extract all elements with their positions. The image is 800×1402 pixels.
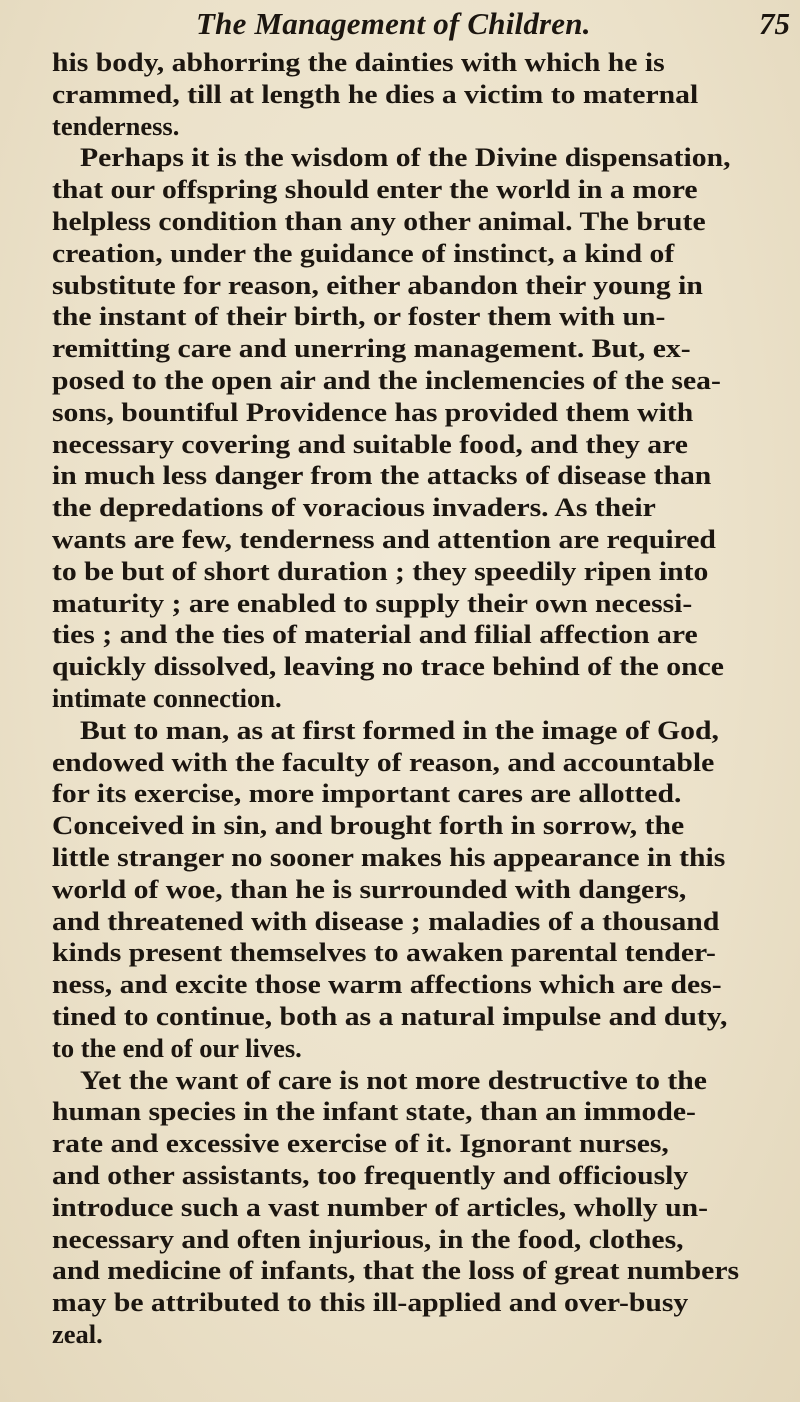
text-line: and other assistants, too frequently and officiously (52, 1160, 689, 1190)
text-line: crammed, till at length he dies a victim to maternal (52, 78, 699, 109)
text-line: human species in the infant state, than an immode- (52, 1096, 696, 1127)
text-line: for its exercise, more important cares are allotted. (52, 778, 682, 809)
text-line: in much less danger from the attacks of disease than (52, 460, 712, 491)
text-line: ness, and excite those warm affections which are des- (52, 969, 722, 1000)
text-line: Conceived in sin, and brought forth in sorrow, the (52, 810, 685, 841)
text-line: that our offspring should enter the world in a more (52, 174, 698, 205)
running-head (196, 6, 796, 46)
text-line: substitute for reason, either abandon their young in (52, 269, 703, 300)
text-line: sons, bountiful Providence has provided them with (52, 396, 694, 427)
text-line: and threatened with disease ; maladies of a thousand (52, 905, 720, 936)
text-line: little stranger no sooner makes his appearance in this (52, 842, 726, 872)
text-line: the depredations of voracious invaders. As their (52, 492, 656, 523)
text-line: may be attributed to this ill-applied and over-busy (52, 1287, 689, 1318)
text-line: remitting care and unerring management. But, ex- (52, 333, 691, 364)
text-line: to be but of short duration ; they speedily ripen into (52, 555, 709, 586)
text-line: world of woe, than he is surrounded with dangers, (52, 873, 687, 904)
text-line: the instant of their birth, or foster them with un- (52, 301, 666, 332)
page-number: 75 (759, 6, 790, 41)
text-line: maturity ; are enabled to supply their own necessi- (52, 587, 693, 618)
text-line: intimate connection. (52, 683, 282, 713)
text-line: to the end of our lives. (52, 1032, 302, 1063)
text-line: tenderness. (52, 110, 180, 141)
text-line: Perhaps it is the wisdom of the Divine dispensation, (80, 142, 731, 173)
text-line: helpless condition than any other animal. The brute (52, 206, 706, 236)
text-line: necessary covering and suitable food, and they are (52, 428, 688, 459)
text-line: wants are few, tenderness and attention are required (52, 524, 716, 554)
text-line: Yet the want of care is not more destructive to the (80, 1064, 707, 1095)
text-line: But to man, as at first formed in the image of God, (80, 714, 719, 745)
text-line: quickly dissolved, leaving no trace behind of the once (52, 651, 724, 682)
text-line: zeal. (52, 1319, 103, 1349)
text-line: necessary and often injurious, in the food, clothes, (52, 1223, 684, 1254)
text-line: his body, abhorring the dainties with which he is (52, 47, 665, 77)
text-line: and medicine of infants, that the loss of great numbers (52, 1255, 740, 1286)
text-line: creation, under the guidance of instinct, a kind of (52, 237, 675, 268)
running-head-title: The Management of Children. (196, 6, 591, 41)
text-line: kinds present themselves to awaken parental tender- (52, 937, 716, 968)
text-line: rate and excessive exercise of it. Ignorant nurses, (52, 1128, 669, 1159)
text-line: introduce such a vast number of articles, wholly un- (52, 1191, 709, 1222)
text-line: tined to continue, both as a natural impulse and duty, (52, 1001, 728, 1031)
text-line: posed to the open air and the inclemencies of the sea- (52, 365, 721, 395)
text-line: ties ; and the ties of material and filial affection are (52, 619, 698, 650)
text-line: endowed with the faculty of reason, and accountable (52, 746, 715, 777)
